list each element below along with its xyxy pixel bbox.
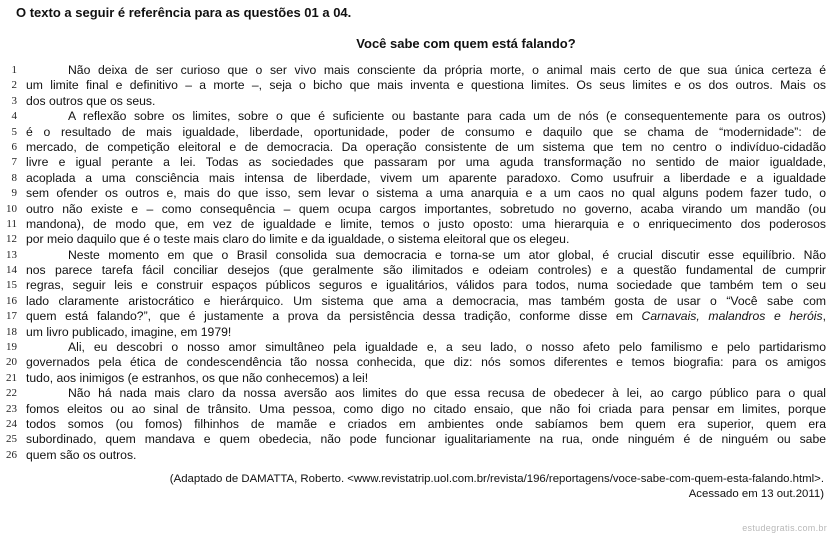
text-line — [0, 171, 832, 186]
line-text: nos parece tarefa fácil conciliar desejos (que geralmente são ilimitados e odeiam controles) e a questão fundamental de cumprir — [26, 263, 826, 278]
text-line — [0, 386, 832, 401]
text-line — [0, 248, 832, 263]
text-line — [0, 217, 832, 232]
text-line — [0, 155, 832, 170]
line-number: 26 — [6, 448, 17, 461]
line-number: 12 — [6, 233, 17, 246]
line-text: Neste momento em que o Brasil consolida sua democracia e torna-se um ator global, é crucial discutir esse equilíbrio. Não — [68, 247, 826, 262]
text-title: Você sabe com quem está falando? — [356, 36, 576, 51]
line-number: 24 — [6, 417, 17, 430]
text-line — [0, 186, 832, 201]
line-text: mercado, de competição eleitoral e de democracia. Da operação consistente de um sistema que tem no centro o indivíduo-cidadão — [26, 139, 826, 154]
text-line — [0, 325, 832, 340]
line-text: por meio daquilo que é o teste mais claro do limite e da igualdade, o sistema eleitoral que os elegeu. — [26, 232, 570, 247]
line-number: 15 — [6, 279, 17, 292]
text-line — [0, 109, 832, 124]
line-text: Ali, eu descobri o nosso amor simultâneo pela igualdade e, a seu lado, o nosso afeto pelo familismo e pelo partidarismo — [68, 340, 826, 355]
line-text: dos outros que os seus. — [26, 93, 156, 108]
text-line — [0, 63, 832, 78]
line-text: governados pela ética de condescendência tão nossa conhecida, que diz: nós somos diferentes e temos biografia: para os amigos — [26, 355, 826, 370]
line-number: 3 — [11, 94, 17, 107]
numbered-text — [0, 63, 832, 463]
line-text: quem são os outros. — [26, 447, 137, 462]
text-line — [0, 448, 832, 463]
line-number: 19 — [6, 341, 17, 354]
line-number: 6 — [11, 140, 17, 153]
line-text: sem ofender os outros e, mais do que isso, sem levar o sistema a uma anarquia e a um caos no qual alguns podem fazer tudo, o — [26, 186, 826, 201]
text-line — [0, 371, 832, 386]
text-line — [0, 432, 832, 447]
text-line — [0, 232, 832, 247]
line-text: quem está falando?”, que é justamente a prova da persistência dessa tradição, conforme disse em Carnavais, malandros e heróis, — [26, 309, 826, 324]
text-line — [0, 278, 832, 293]
line-text: um livro publicado, imagine, em 1979! — [26, 324, 232, 339]
line-number: 8 — [11, 171, 17, 184]
line-text: Não há nada mais claro da nossa aversão aos limites do que essa recusa de obedecer à lei, ao cargo público para o qual — [68, 386, 826, 401]
line-number: 13 — [6, 248, 17, 261]
line-number: 23 — [6, 402, 17, 415]
line-number: 2 — [11, 79, 17, 92]
line-number: 25 — [6, 433, 17, 446]
book-title: Carnavais, malandros e heróis — [641, 309, 823, 324]
line-text: lado claramente aristocrático e hierárquico. Um sistema que ama a democracia, mas também gosta de usar o “Você sabe com — [26, 293, 826, 308]
source-citation — [170, 472, 824, 502]
line-text: tudo, aos inimigos (e estranhos, os que não conhecemos) a lei! — [26, 370, 369, 385]
text-line — [0, 202, 832, 217]
source-line-2: Acessado em 13 out.2011) — [688, 488, 824, 500]
text-line — [0, 417, 832, 432]
text-line — [0, 78, 832, 93]
text-line — [0, 402, 832, 417]
line-number: 7 — [11, 156, 17, 169]
line-number: 14 — [6, 264, 17, 277]
line-text: outro não existe e – como consequência – quem ocupa cargos importantes, sobretudo no governo, acaba virando um mandão (ou — [26, 201, 826, 216]
watermark: estudegratis.com.br — [742, 523, 827, 533]
line-text: acoplada a uma consciência mais intensa de liberdade, vivem um aparente paradoxo. Como usufruir a liberdade e a igualdade — [26, 170, 826, 185]
line-text: livre e igual perante a lei. Todas as sociedades que passaram por uma aguda transformação no sentido de maior igualdade, — [26, 155, 826, 170]
text-line — [0, 355, 832, 370]
line-number: 18 — [6, 325, 17, 338]
line-number: 5 — [11, 125, 17, 138]
line-text: todos somos (ou fomos) filhinhos de mamãe e criados em ambientes onde sabíamos bem quem era superior, quem era — [26, 416, 826, 431]
text-line — [0, 263, 832, 278]
line-text: é o resultado de mais igualdade, liberdade, oportunidade, poder de consumo e daquilo que se chama de “modernidade”: de — [26, 124, 826, 139]
line-text: regras, seguir leis e construir espaços públicos seguros e igualitários, válidos para todos, numa sociedade que também tem o seu — [26, 278, 826, 293]
line-number: 21 — [6, 371, 17, 384]
line-text: fomos eleitos ou ao sinal de trânsito. Uma pessoa, como digo no citado ensaio, que não foi criada para pensar em limites, porque — [26, 401, 826, 416]
line-text: subordinado, quem mandava e quem obedecia, não pode funcionar igualitariamente na rua, onde ninguém é de ninguém ou sabe — [26, 432, 826, 447]
line-number: 17 — [6, 310, 17, 323]
line-number: 9 — [11, 187, 17, 200]
line-number: 1 — [11, 64, 17, 76]
text-line — [0, 140, 832, 155]
text-line — [0, 125, 832, 140]
line-number: 10 — [6, 202, 17, 215]
text-line — [0, 340, 832, 355]
intro-heading: O texto a seguir é referência para as questões 01 a 04. — [16, 5, 352, 20]
source-line-1: (Adaptado de DAMATTA, Roberto. <www.revistatrip.uol.com.br/revista/196/reportagens/voce-sabe-com-quem-esta-falando.html>. — [169, 473, 824, 485]
line-number: 4 — [11, 110, 17, 123]
line-number: 11 — [6, 217, 17, 230]
line-text: Não deixa de ser curioso que o ser vivo mais consciente da própria morte, o animal mais certo de que sua única certeza é — [68, 63, 826, 77]
text-line — [0, 309, 832, 324]
text-line — [0, 294, 832, 309]
line-number: 22 — [6, 387, 17, 400]
line-text: um limite final e definitivo – a morte –, seja o bicho que mais inventa e questiona limites. Os seus limites e os dos outros. Mais os — [26, 78, 826, 93]
line-text: A reflexão sobre os limites, sobre o que é suficiente ou bastante para cada um de nós (e consequentemente para os outros) — [68, 109, 826, 124]
line-number: 16 — [6, 294, 17, 307]
text-line — [0, 94, 832, 109]
line-text: mandona), de modo que, em vez de igualdade e limite, temos o justo oposto: uma hierarquia e o enriquecimento dos poderosos — [26, 216, 826, 231]
line-number: 20 — [6, 356, 17, 369]
